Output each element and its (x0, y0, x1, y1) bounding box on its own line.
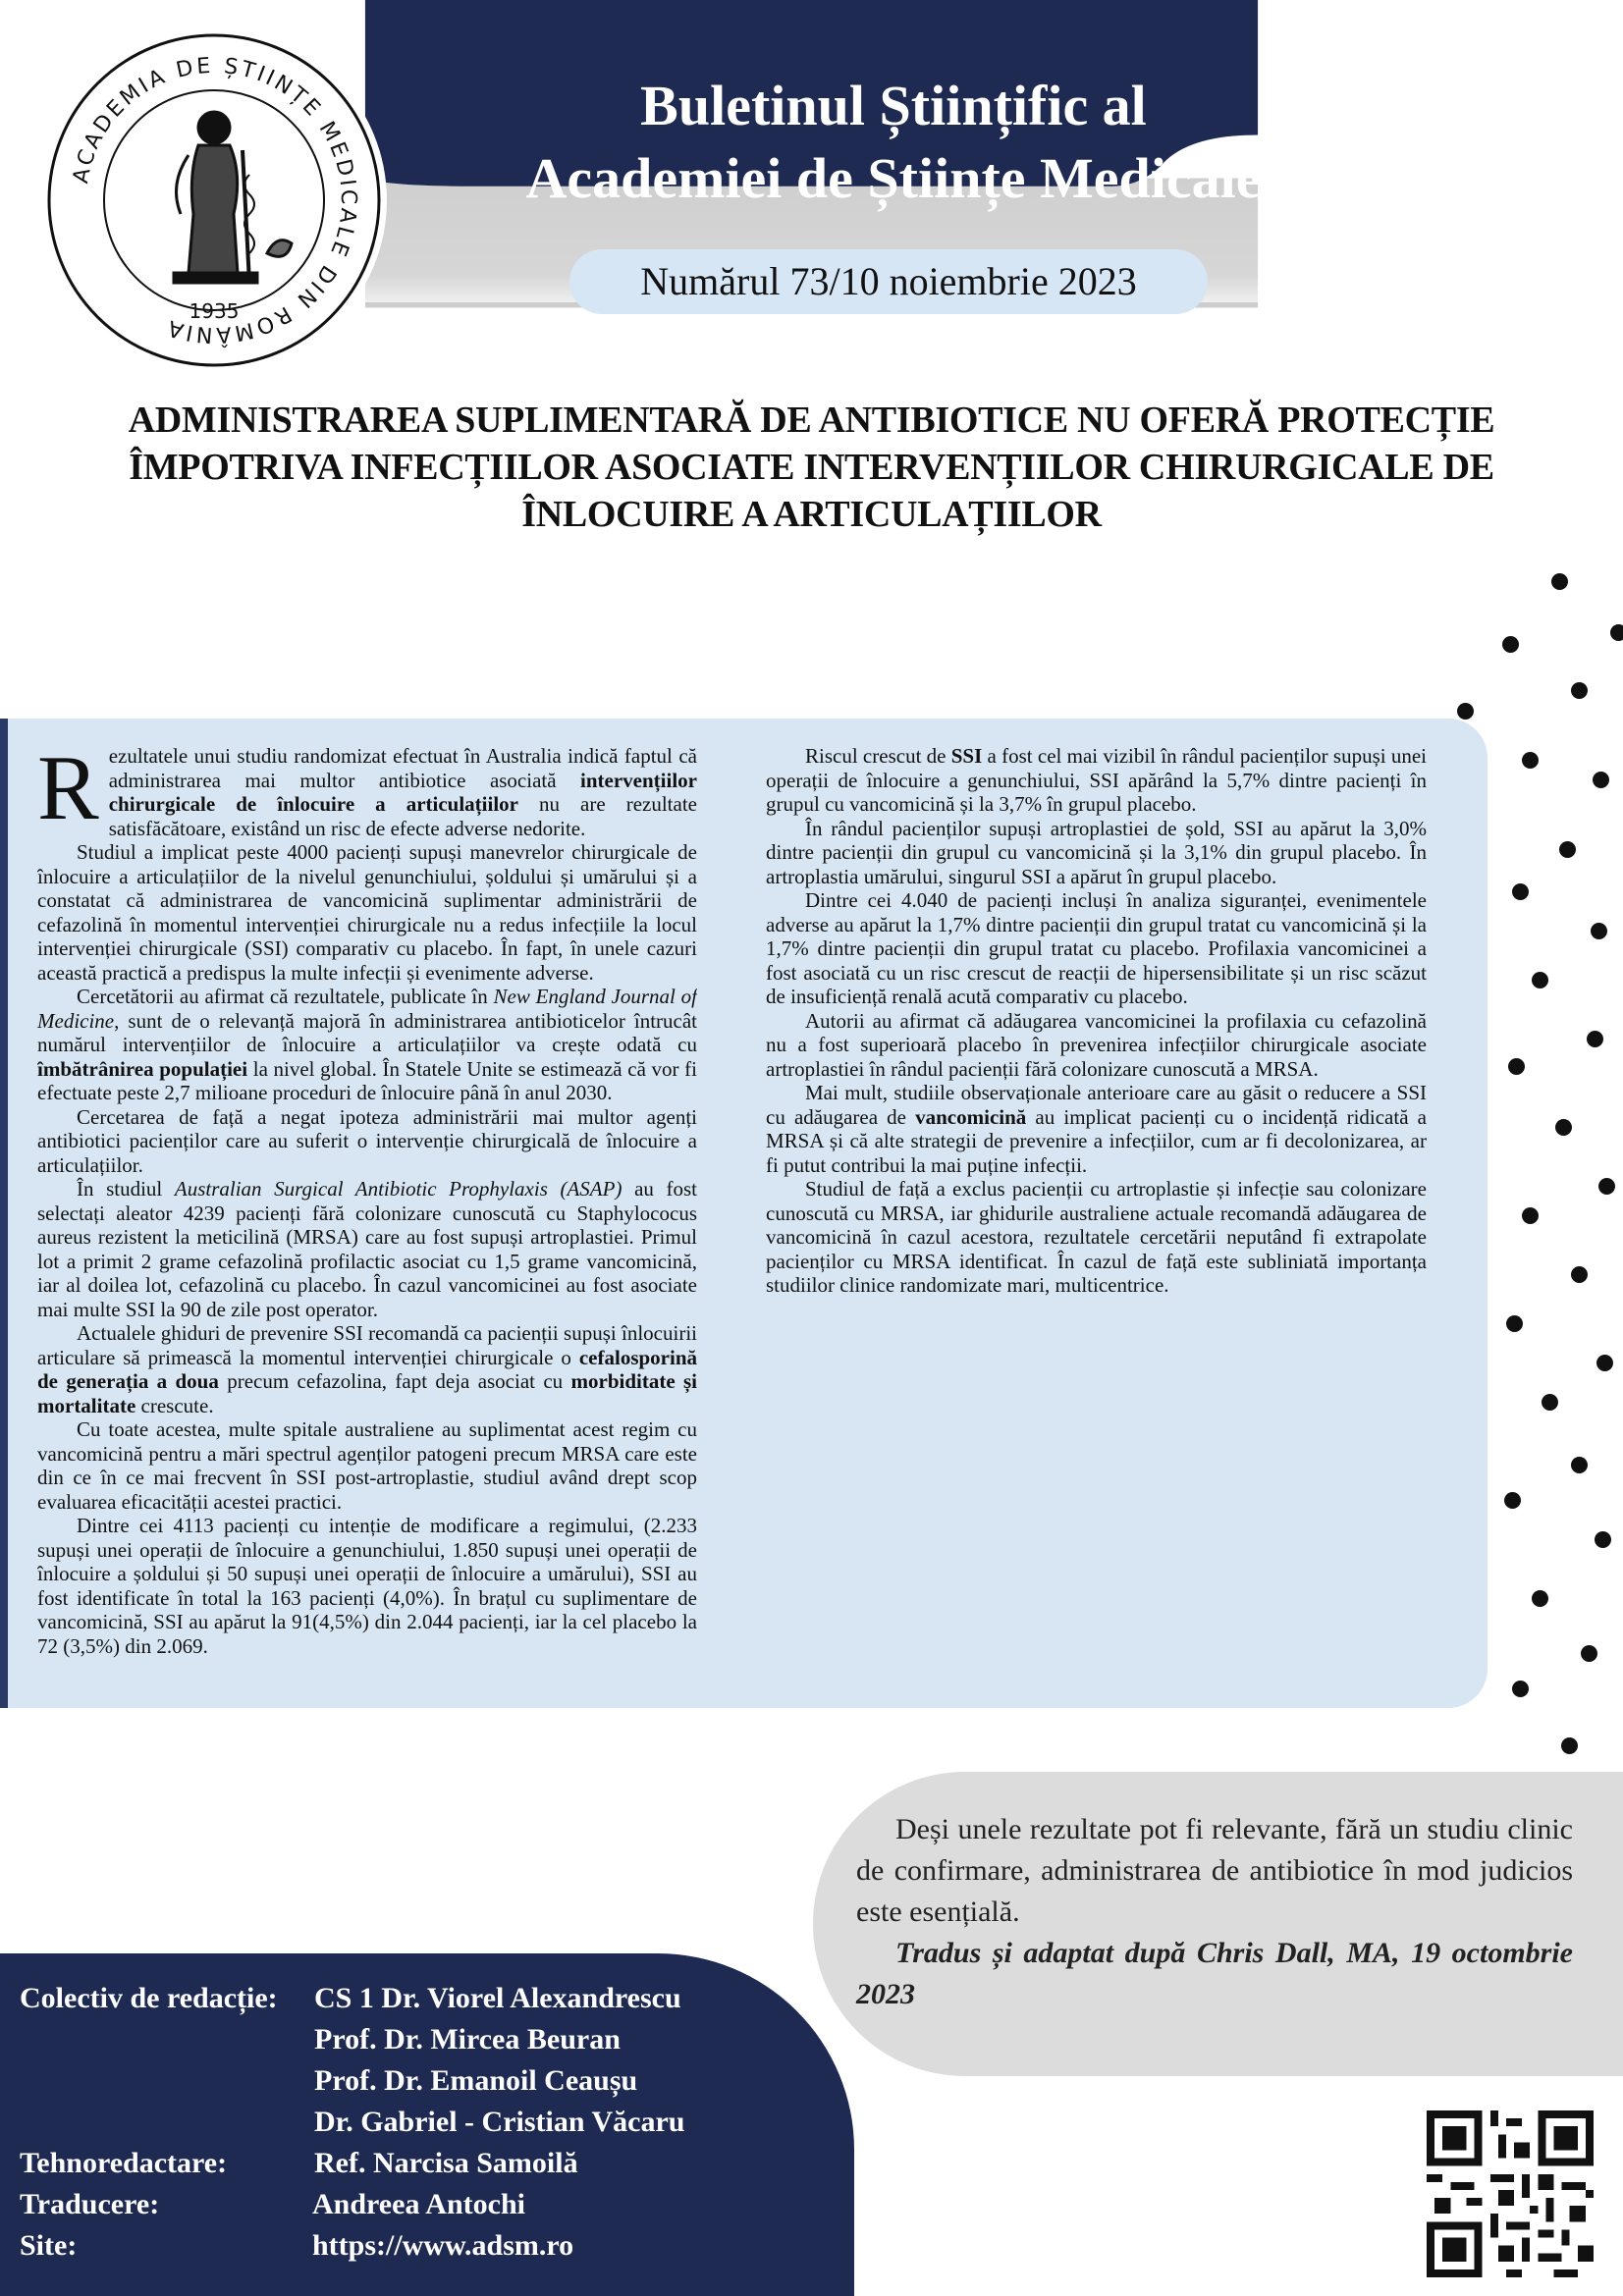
dot (1522, 1207, 1539, 1224)
dot (1581, 1645, 1597, 1662)
editorial-member: Prof. Dr. Emanoil Ceaușu (314, 2064, 638, 2097)
logo-year: 1935 (189, 299, 240, 323)
dot (1551, 573, 1568, 590)
logo-ring-text: ACADEMIA DE ȘTIINȚE MEDICALE DIN ROMÂNIA (69, 53, 361, 347)
dot (1571, 1266, 1588, 1283)
dot (1508, 1058, 1525, 1075)
article-paragraph: Cu toate acestea, multe spitale australiene au suplimentat acest regim cu vancomicină pentru a mări spectrul agenților patogeni precum MRSA care este din ce în ce mai frecvent în SSI post-artroplastie, studiul având drept scop evaluarea eficacității acestei practici. (37, 1417, 697, 1514)
article-paragraph: Mai mult, studiile observaționale anterioare care au găsit o reducere a SSI cu adăugarea de vancomicină au implicat pacienți cu o incidență ridicată a MRSA și că alte strategii de prevenire a infecțiilor, cum ar fi decolonizarea, ar fi putut contribui la mai puține infecții. (766, 1081, 1427, 1177)
dot (1555, 1119, 1572, 1136)
headline-line1: ADMINISTRAREA SUPLIMENTARĂ DE ANTIBIOTICE NU OFERĂ PROTECȚIE (128, 400, 1495, 441)
dot (1532, 972, 1548, 988)
dot (1561, 1737, 1578, 1754)
translation-value: Andreea Antochi (312, 2188, 525, 2220)
article-paragraph: Dintre cei 4113 pacienți cu intenție de modificare a regimului, (2.233 supuși unei operații de înlocuire a genunchiului, 1.850 supuși unei operații de înlocuire a șoldului și 50 supuși unei operații de înlocuire a umărului), SSI au fost identificate în total la 163 pacienți (4,0%). În brațul cu suplimentare de vancomicină, SSI au apărut la 91(4,5%) din 2.044 pacienți, iar la cel placebo la 72 (3,5%) din 2.069. (37, 1514, 697, 1658)
bulletin-title-line2: Academiei de Științe Medicale (525, 146, 1262, 210)
article-left-bar (0, 719, 8, 1708)
article-paragraph: Riscul crescut de SSI a fost cel mai vizibil în rândul pacienților supuși unei operații de înlocuire a genunchiului, SSI apărând la 5,7% dintre pacienți în grupul cu vancomicină și la 3,7% în grupul placebo. (766, 744, 1427, 816)
qr-code-icon[interactable] (1427, 2110, 1594, 2277)
conclusion-text (856, 1809, 1573, 2015)
article-headline (39, 397, 1584, 538)
issue-badge: Numărul 73/10 noiembrie 2023 (569, 249, 1208, 314)
translation-label: Traducere: (20, 2188, 160, 2220)
dot (1457, 703, 1474, 720)
article-paragraph: În rândul pacienților supuși artroplastiei de șold, SSI au apărut la 3,0% dintre pacienții din grupul cu vancomicină și la 3,1% din grupul placebo. În artroplastia umărului, singurul SSI a apărut în grupul placebo. (766, 816, 1427, 888)
drop-cap: R (37, 744, 99, 839)
conclusion-statement: Deși unele rezultate pot fi relevante, fără un studiu clinic de confirmare, administrarea de antibiotice în mod judicios este esențială. (856, 1813, 1573, 1928)
editorial-member: Prof. Dr. Mircea Beuran (314, 2023, 621, 2056)
dot (1587, 1031, 1603, 1047)
article-paragraph: Studiul a implicat peste 4000 pacienți supuși manevrelor chirurgicale de înlocuire a articulațiilor de la nivelul genunchiului, șoldului și umărului și a constatat că administrarea de vancomicină suplimentar administrării de cefazolină în momentul intervenției chirurgicale nu a redus infecțiile la locul intervenției chirurgicale (SSI) comparativ cu placebo. În fapt, în unele cazuri această practică a predispus la multe infecții și evenimente adverse. (37, 840, 697, 985)
article-column-left (37, 744, 697, 1686)
article-paragraph: Studiul de față a exclus pacienții cu artroplastie și infecție sau colonizare cunoscută cu MRSA, iar ghidurile australiene actuale recomandă adăugarea de vancomicină în cazul acestora, rezultatele cercetării neputând fi extrapolate pacienților cu MRSA identificat. În cazul de față este subliniată importanța studiilor clinice randomizate mari, multicentrice. (766, 1177, 1427, 1297)
dot (1596, 1355, 1613, 1371)
dot (1559, 841, 1576, 858)
dot (1595, 1531, 1611, 1548)
headline-line3: ÎNLOCUIRE A ARTICULAȚIILOR (521, 494, 1102, 535)
translation-credit: Tradus și adaptat după Chris Dall, MA, 19 octombrie 2023 (856, 1937, 1573, 2010)
article-paragraph: În studiul Australian Surgical Antibiotic Prophylaxis (ASAP) au fost selectați aleator 4239 pacienți fără colonizare cunoscută cu Staphylococus aureus rezistent la meticilină (MRSA) care au fost supuși artroplastiei. Primul lot a primit 2 grame cefazolină profilactic asociat cu 1,5 grame vancomicină, iar al doilea lot, cefazolină cu placebo. În cazul vancomicinei au fost asociate mai multe SSI la 90 de zile post operator. (37, 1177, 697, 1321)
dot (1522, 752, 1539, 769)
dot (1502, 636, 1519, 653)
editorial-member: Dr. Gabriel - Cristian Văcaru (314, 2106, 685, 2138)
article-paragraph: Autorii au afirmat că adăugarea vancomicinei la profilaxia cu cefazolină nu a fost superioară placebo în prevenirea infecțiilor chirurgicale asociate artroplastiei în rândul pacienții fără colonizare cunoscută a MRSA. (766, 1008, 1427, 1081)
dot (1593, 772, 1609, 788)
editorial-board-label: Colectiv de redacție: (20, 1982, 278, 2014)
dot (1598, 1178, 1615, 1195)
bulletin-title-line1: Buletinul Științific al (640, 74, 1147, 137)
academy-logo (41, 27, 387, 373)
dot (1571, 1457, 1588, 1473)
dot (1506, 1315, 1523, 1332)
headline-line2: ÎMPOTRIVA INFECȚIILOR ASOCIATE INTERVENȚIILOR CHIRURGICALE DE (129, 447, 1494, 488)
article-paragraph: Rezultatele unui studiu randomizat efectuat în Australia indică faptul că administrarea mai multor antibiotice asociată intervențiilor chirurgicale de înlocuire a articulațiilor nu are rezultate satisfăcătoare, existând un risc de efecte adverse nedorite. (37, 744, 697, 840)
dot (1512, 1681, 1529, 1697)
dot (1512, 883, 1529, 900)
dot (1571, 682, 1588, 699)
dot (1504, 1492, 1521, 1509)
article-paragraph: Dintre cei 4.040 de pacienți incluși în analiza siguranței, evenimentele adverse au apărut la 1,7% dintre pacienții din grupul tratat cu vancomicină și la 1,7% dintre pacienții din grupul tratat cu placebo. Profilaxia vancomicinei a fost asociată cu un risc crescut de reacții de hipersensibilitate și un risc scăzut de insuficiență renală acută comparativ cu placebo. (766, 888, 1427, 1008)
article-column-right (766, 744, 1427, 1686)
site-label: Site: (20, 2229, 78, 2262)
dot (1591, 923, 1607, 939)
dot (1610, 624, 1623, 641)
dot (1532, 1590, 1548, 1607)
layout-label: Tehnoredactare: (20, 2147, 228, 2179)
editorial-member: CS 1 Dr. Viorel Alexandrescu (314, 1982, 681, 2014)
article-paragraph: Cercetătorii au afirmat că rezultatele, publicate în New England Journal of Medicine, sunt de o relevanță majoră în administrarea antibioticelor întrucât numărul intervențiilor de înlocuire a articulațiilor va crește odată cu îmbătrânirea populației la nivel global. În Statele Unite se estimează că vor fi efectuate peste 2,7 milioane proceduri de înlocuire până în anul 2030. (37, 985, 697, 1104)
site-link[interactable]: https://www.adsm.ro (312, 2229, 574, 2262)
article-paragraph: Cercetarea de față a negat ipoteza administrării mai multor agenți antibiotici pacienților care au suferit o intervenție chirurgicală de înlocuire a articulațiilor. (37, 1104, 697, 1177)
layout-value: Ref. Narcisa Samoilă (314, 2147, 578, 2179)
article-paragraph: Actualele ghiduri de prevenire SSI recomandă ca pacienții supuși înlocuirii articulare să primească la momentul intervenției chirurgicale o cefalosporină de generația a doua precum cefazolina, fapt deja asociat cu morbiditate și mortalitate crescute. (37, 1321, 697, 1417)
dot (1542, 1394, 1558, 1411)
